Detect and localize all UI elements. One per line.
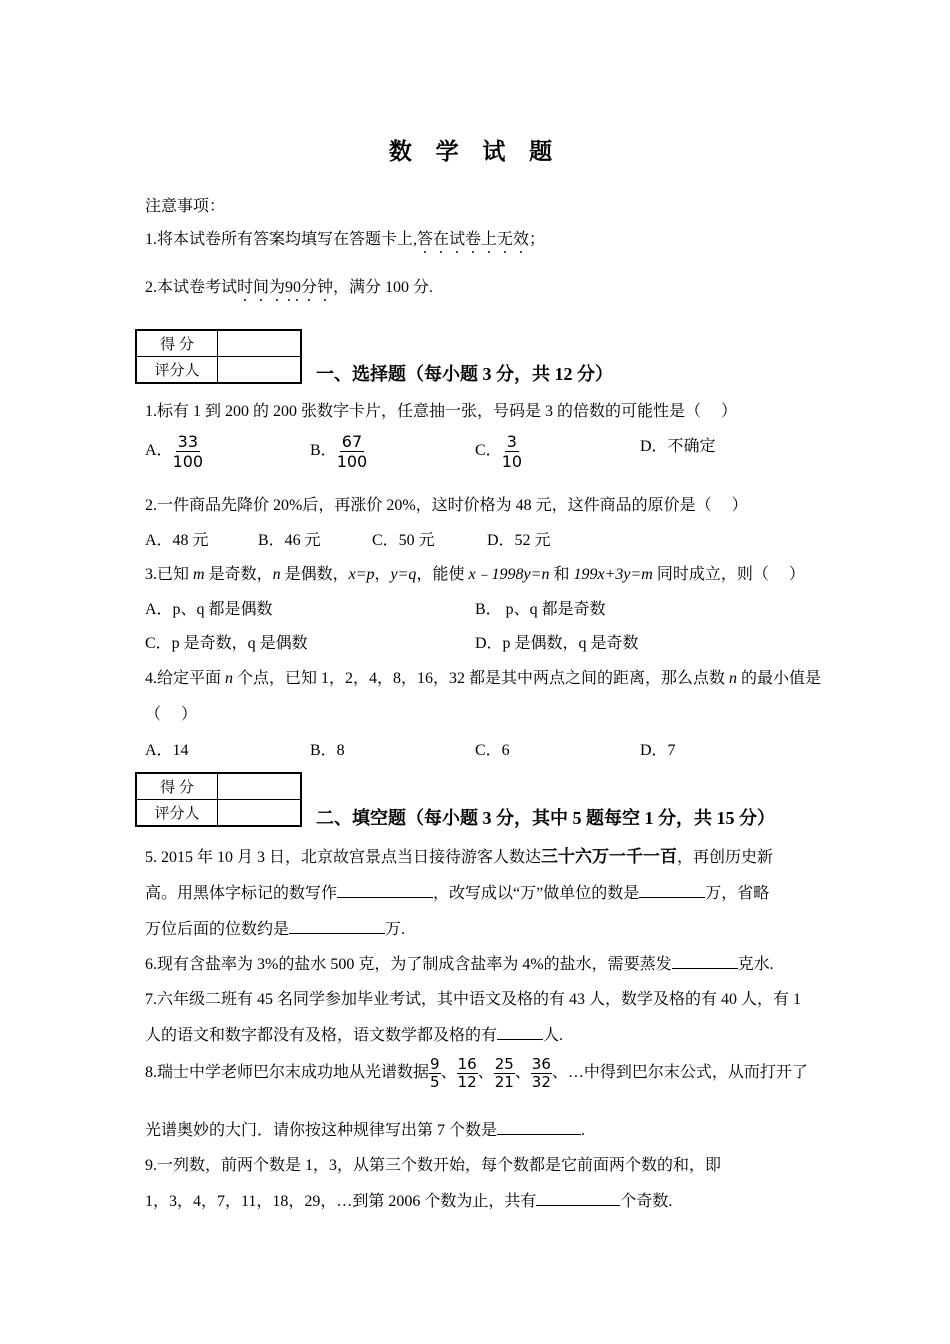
- q5-text: ，再创历史新: [677, 849, 774, 866]
- q3-text: ，能使: [416, 566, 469, 583]
- section-2-heading: 二、填空题（每小题 3 分，其中 5 题每空 1 分，共 15 分）: [316, 808, 775, 828]
- q1-a-label: A．: [145, 442, 173, 460]
- ellipsis: …: [567, 1064, 584, 1082]
- q3-text: 是偶数，: [280, 566, 349, 583]
- q1-option-a: [145, 432, 203, 471]
- q2-option-c: C．50 元: [372, 532, 435, 549]
- q7-text: 人.: [543, 1027, 564, 1044]
- separator: 、: [551, 1064, 568, 1082]
- q7-text: 人的语文和数字都没有及格，语文数学都及格的有: [145, 1027, 498, 1044]
- score-box-1: [135, 329, 302, 384]
- q3-text: 和: [549, 566, 574, 583]
- denominator: 12: [457, 1073, 477, 1091]
- notice-line-1-end: ；: [529, 231, 546, 248]
- answer-blank[interactable]: [497, 1025, 543, 1040]
- q5-line-1: [145, 842, 773, 867]
- separator: 、: [440, 1064, 457, 1082]
- q3-var-m: m: [193, 566, 205, 583]
- q1-c-label: C．: [475, 442, 502, 460]
- denominator: 5: [430, 1073, 440, 1091]
- q4-option-c: C．6: [475, 742, 510, 759]
- q4-text: 4.给定平面: [145, 670, 226, 687]
- page-title: 数 学 试 题: [388, 139, 562, 164]
- q5-bold-number: 三十六万一千一百: [541, 847, 678, 867]
- score-label: 得 分: [136, 773, 218, 800]
- answer-blank[interactable]: [337, 883, 433, 898]
- numerator: 9: [430, 1055, 440, 1073]
- grader-cell: [218, 357, 302, 384]
- q4-option-d: D．7: [640, 742, 676, 759]
- score-cell: [218, 330, 302, 357]
- q1-option-c: [475, 432, 522, 471]
- q3-text: 是奇数，: [204, 566, 273, 583]
- q3-stem: [145, 561, 805, 584]
- q6-text: 6.现有含盐率为 3%的盐水 500 克，为了制成含盐率为 4%的盐水，需要蒸发: [145, 956, 672, 973]
- q1-c-fraction: [502, 432, 522, 471]
- q3-var-n: n: [272, 566, 281, 583]
- notice-line-1: [145, 226, 545, 257]
- answer-blank[interactable]: [289, 919, 385, 934]
- q1-a-denominator: 100: [172, 452, 204, 471]
- q2-option-d: D．52 元: [487, 532, 551, 549]
- notice-line-2-text: 2.本试卷考试: [145, 279, 238, 296]
- q3-option-d: D．p 是偶数，q 是奇数: [475, 635, 639, 652]
- answer-blank[interactable]: [672, 954, 738, 969]
- q1-b-denominator: 100: [336, 452, 368, 471]
- separator: 、: [477, 1064, 494, 1082]
- q8-fraction: [494, 1056, 515, 1091]
- q4-stem: [145, 665, 821, 688]
- section-1-heading: 一、选择题（每小题 3 分，共 12 分）: [316, 364, 613, 384]
- q7-line-1: 7.六年级二班有 45 名同学参加毕业考试，其中语文及格的有 43 人，数学及格的有 40 人，有 1: [145, 991, 802, 1008]
- notice-line-2-end: ，满分 100 分.: [333, 279, 434, 296]
- q5-text: 万，省略: [705, 885, 770, 902]
- q8-text: 8.瑞士中学老师巴尔末成功地从光谱数据: [145, 1064, 430, 1082]
- q5-text: ，改写成以“万”做单位的数是: [433, 885, 640, 902]
- numerator: 36: [531, 1055, 551, 1073]
- q2-option-a: A．48 元: [145, 532, 209, 549]
- notice-line-1-text: 1.将本试卷所有答案均填写在答题卡上,: [145, 231, 418, 248]
- q1-b-fraction: [337, 432, 368, 471]
- q4-text: 的最小值是: [737, 670, 822, 687]
- q3-text: 同时成立，则（ ）: [652, 566, 805, 583]
- q9-text: 1，3，4，7，11，18，29，…到第 2006 个数为止，共有: [145, 1193, 537, 1210]
- q1-c-denominator: 10: [501, 452, 523, 471]
- q5-text: 万.: [385, 921, 406, 938]
- q4-option-b: B．8: [310, 742, 345, 759]
- q5-text: 万位后面的位数约是: [145, 921, 290, 938]
- q6-text: 克水.: [737, 956, 774, 973]
- score-label: 得 分: [136, 330, 218, 357]
- q3-eq-2: y=q: [390, 566, 417, 583]
- numerator: 16: [457, 1055, 477, 1073]
- q8-text: .: [581, 1122, 586, 1139]
- q3-option-b: B． p、q 都是奇数: [475, 601, 606, 618]
- q6: [145, 951, 774, 974]
- q5-text: 高。用黑体字标记的数写作: [145, 885, 338, 902]
- q8-text: 光谱奥妙的大门．请你按这种规律写出第 7 个数是: [145, 1122, 498, 1139]
- q2-stem: 2.一件商品先降价 20%后，再涨价 20%，这时价格为 48 元，这件商品的原价是（ ）: [145, 497, 748, 514]
- q1-stem: 1.标有 1 到 200 的 200 张数字卡片，任意抽一张，号码是 3 的倍数的可能性是（ ）: [145, 403, 738, 420]
- q5-line-3: [145, 916, 405, 939]
- q1-a-fraction: [173, 432, 204, 471]
- q9-text: 个奇数.: [620, 1193, 673, 1210]
- q8-text: 中得到巴尔末公式，从而打开了: [583, 1064, 808, 1082]
- q1-b-label: B．: [310, 442, 337, 460]
- grader-cell: [218, 800, 302, 827]
- answer-blank[interactable]: [639, 883, 705, 898]
- q3-sep: ，: [374, 566, 391, 583]
- q8-fraction: [429, 1056, 441, 1091]
- denominator: 21: [494, 1073, 514, 1091]
- q1-a-numerator: 33: [177, 432, 199, 451]
- grader-label: 评分人: [136, 800, 218, 827]
- q3-eq-4: 199x+3y=m: [573, 566, 653, 583]
- q8-line-1: [145, 1056, 808, 1091]
- notice-line-2: [145, 274, 433, 305]
- q2-option-b: B．46 元: [258, 532, 321, 549]
- q1-option-d: D．不确定: [640, 438, 716, 455]
- q4-paren: （ ）: [145, 706, 198, 723]
- q5-text: 5. 2015 年 10 月 3 日，北京故宫景点当日接待游客人数达: [145, 849, 542, 866]
- q4-option-a: A．14: [145, 742, 189, 759]
- score-cell: [218, 773, 302, 800]
- q4-var-n: n: [225, 670, 234, 687]
- q8-fraction: [531, 1056, 552, 1091]
- numerator: 25: [494, 1055, 514, 1073]
- q7-line-2: [145, 1022, 563, 1045]
- q4-var-n: n: [729, 670, 738, 687]
- q9-line-1: 9.一列数，前两个数是 1，3，从第三个数开始，每个数都是它前面两个数的和，即: [145, 1157, 722, 1174]
- q3-option-c: C．p 是奇数，q 是偶数: [145, 635, 308, 652]
- notice-line-1-emphasis: 答在试卷上无效: [417, 231, 530, 248]
- q3-eq-1: x=p: [348, 566, 375, 583]
- q3-text: 3.已知: [145, 566, 194, 583]
- q1-c-numerator: 3: [506, 432, 517, 451]
- q5-line-2: [145, 880, 769, 903]
- q1-option-b: [310, 432, 367, 471]
- q1-b-numerator: 67: [341, 432, 363, 451]
- q3-option-a: A．p、q 都是偶数: [145, 601, 273, 618]
- answer-blank[interactable]: [497, 1120, 581, 1135]
- q9-line-2: [145, 1188, 672, 1211]
- score-box-2: [135, 772, 302, 827]
- answer-blank[interactable]: [536, 1191, 620, 1206]
- q8-fraction: [457, 1056, 478, 1091]
- notice-heading: 注意事项：: [145, 198, 226, 215]
- notice-line-2-emphasis: 时间为90分钟: [237, 279, 334, 296]
- grader-label: 评分人: [136, 357, 218, 384]
- denominator: 32: [531, 1073, 551, 1091]
- separator: 、: [514, 1064, 531, 1082]
- q8-line-2: [145, 1117, 585, 1140]
- q4-text: 个点，已知 1，2，4，8，16，32 都是其中两点之间的距离，那么点数: [233, 670, 730, 687]
- q3-eq-3: x﹣1998y=n: [468, 566, 550, 583]
